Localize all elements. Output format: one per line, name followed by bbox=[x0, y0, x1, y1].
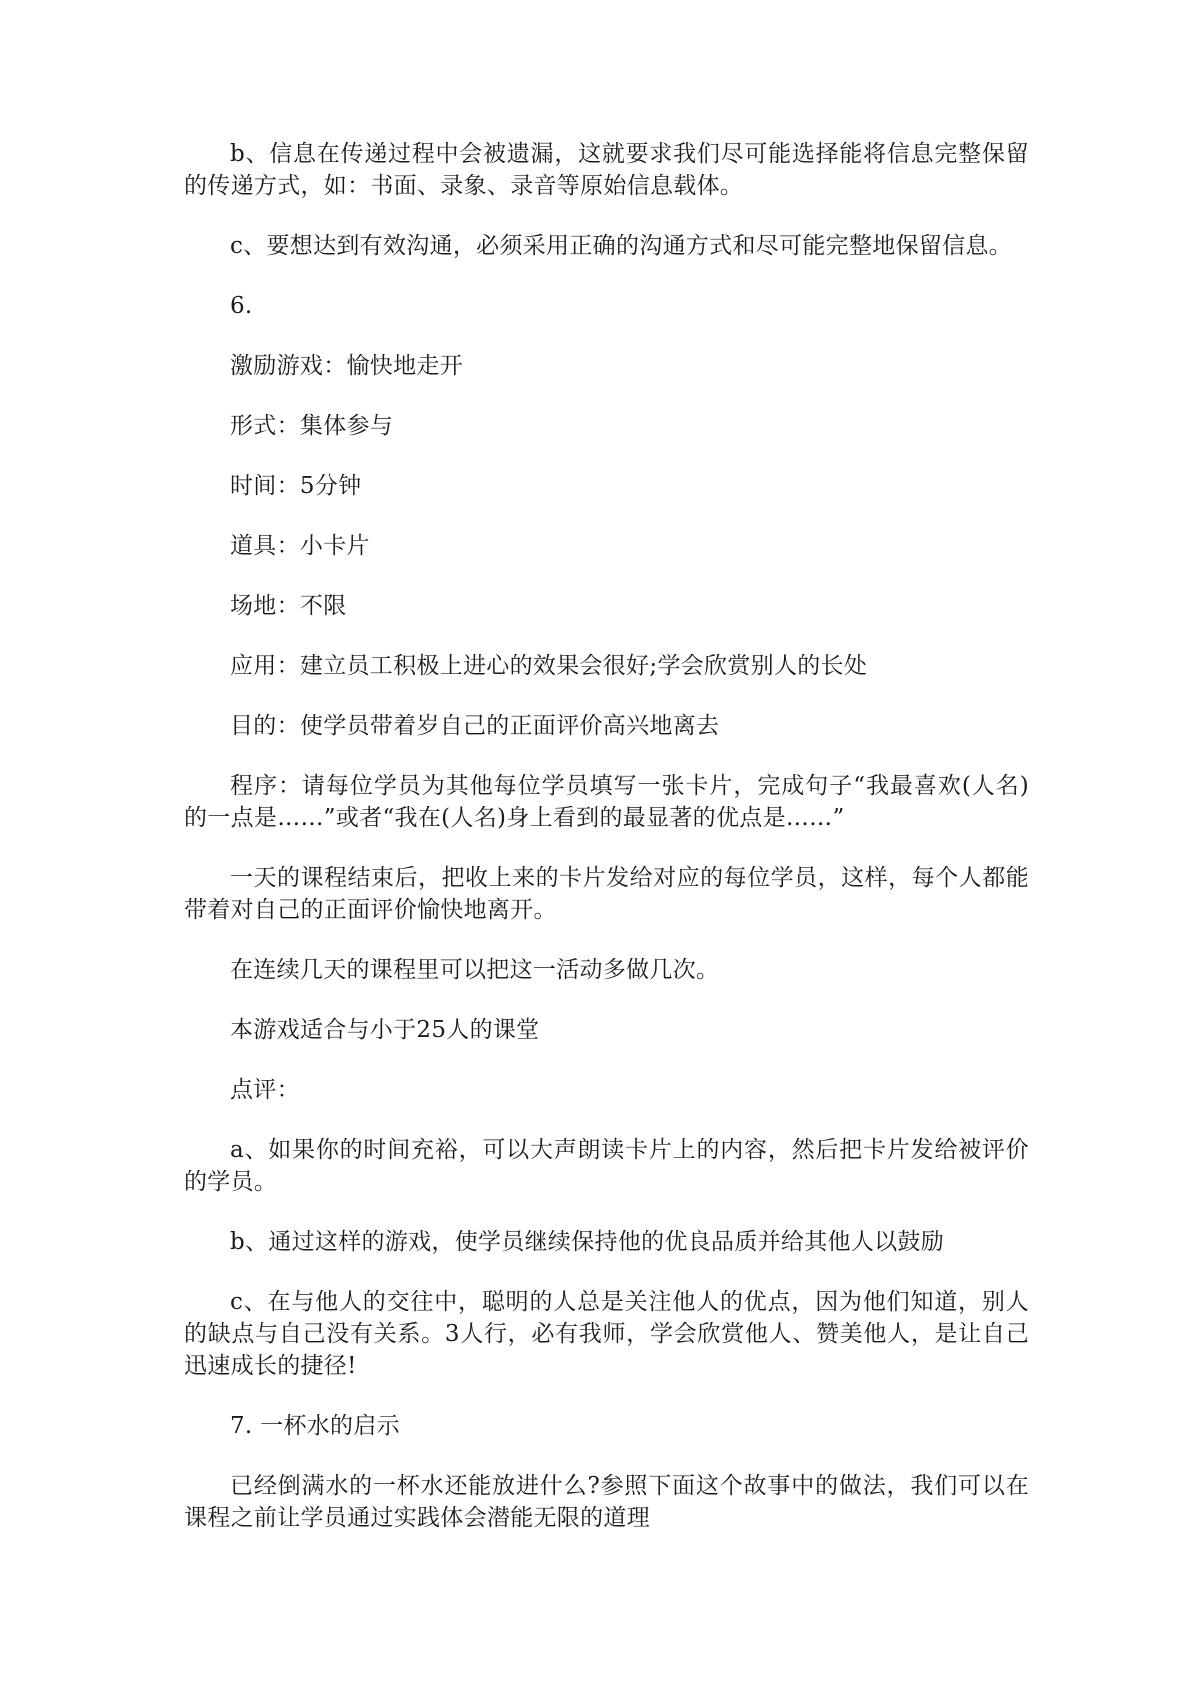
game-venue: 场地：不限 bbox=[230, 593, 347, 619]
paragraph-end-of-day: 一天的课程结束后，把收上来的卡片发给对应的每位学员，这样，每个人都能带着对自己的正面评价愉快地离开。 bbox=[184, 865, 1029, 923]
game-title: 激励游戏：愉快地走开 bbox=[230, 353, 463, 379]
comment-heading: 点评： bbox=[230, 1077, 300, 1103]
game-application: 应用：建立员工积极上进心的效果会很好;学会欣赏别人的长处 bbox=[230, 653, 868, 679]
paragraph-effective-communication: c、要想达到有效沟通，必须采用正确的沟通方式和尽可能完整地保留信息。 bbox=[230, 233, 1013, 259]
document-body bbox=[184, 138, 1029, 1562]
section-7-intro: 已经倒满水的一杯水还能放进什么?参照下面这个故事中的做法，我们可以在课程之前让学员通过实践体会潜能无限的道理 bbox=[184, 1473, 1029, 1531]
comment-c: c、在与他人的交往中，聪明的人总是关注他人的优点，因为他们知道，别人的缺点与自己没有关系。3人行，必有我师，学会欣赏他人、赞美他人，是让自己迅速成长的捷径! bbox=[184, 1289, 1029, 1379]
paragraph-info-loss: b、信息在传递过程中会被遗漏，这就要求我们尽可能选择能将信息完整保留的传递方式，如：书面、录象、录音等原始信息载体。 bbox=[184, 141, 1029, 199]
section-7-title: 7. 一杯水的启示 bbox=[230, 1413, 400, 1439]
game-props: 道具：小卡片 bbox=[230, 533, 370, 559]
game-purpose: 目的：使学员带着岁自己的正面评价高兴地离去 bbox=[230, 713, 720, 739]
game-time: 时间：5分钟 bbox=[230, 473, 362, 499]
comment-b: b、通过这样的游戏，使学员继续保持他的优良品质并给其他人以鼓励 bbox=[230, 1229, 945, 1255]
section-number-6: 6. bbox=[230, 293, 253, 319]
paragraph-class-size: 本游戏适合与小于25人的课堂 bbox=[230, 1017, 540, 1043]
game-procedure: 程序：请每位学员为其他每位学员填写一张卡片，完成句子“我最喜欢(人名)的一点是……”或者“我在(人名)身上看到的最显著的优点是……” bbox=[184, 773, 1029, 831]
game-format: 形式：集体参与 bbox=[230, 413, 394, 439]
comment-a: a、如果你的时间充裕，可以大声朗读卡片上的内容，然后把卡片发给被评价的学员。 bbox=[184, 1137, 1029, 1195]
paragraph-repeat: 在连续几天的课程里可以把这一活动多做几次。 bbox=[230, 957, 720, 983]
